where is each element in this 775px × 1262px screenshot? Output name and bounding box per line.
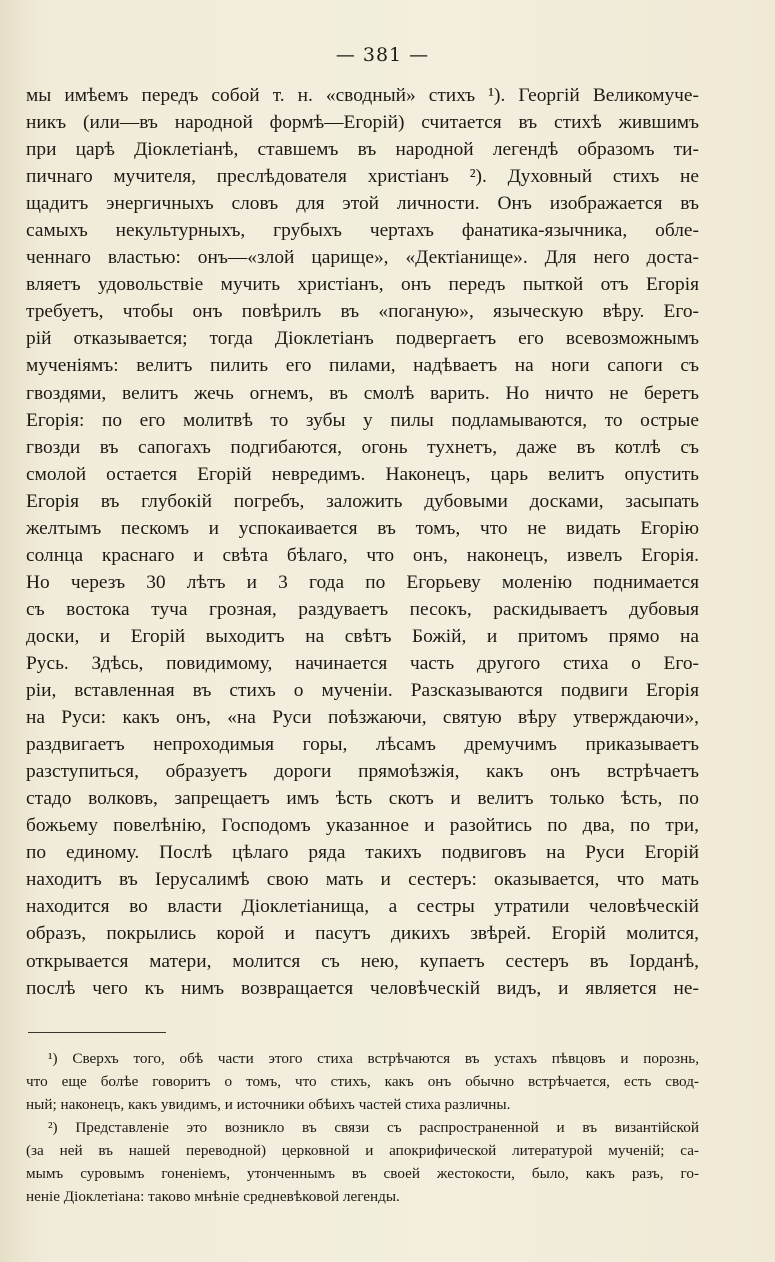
text-line: самыхъ некультурныхъ, грубыхъ чертахъ фанатика-язычника, обле- — [26, 220, 699, 242]
text-line: гвоздями, велитъ жечь огнемъ, въ смолѣ варить. Но ничто не беретъ — [26, 382, 699, 404]
text-line: никъ (или—въ народной формѣ—Егорій) считается въ стихѣ жившимъ — [26, 112, 699, 134]
footnote-line: что еще болѣе говоритъ о томъ, что стихъ, какъ онъ обычно встрѣчается, есть свод- — [26, 1072, 699, 1090]
page-number: — 381 — — [335, 44, 430, 66]
text-line: смолой остается Егорій невредимъ. Наконецъ, царь велитъ опустить — [26, 463, 699, 485]
text-line: ченнаго властью: онъ—«злой царище», «Дектіанище». Для него доста- — [26, 247, 699, 269]
footnote-line: мымъ суровымъ гоненіемъ, утонченнымъ въ своей жестокости, было, какъ разъ, го- — [26, 1164, 699, 1182]
text-line: доски, и Егорій выходитъ на свѣтъ Божій, и притомъ прямо на — [26, 625, 699, 647]
footnote-divider — [28, 1032, 166, 1033]
text-line: находится во власти Діоклетіанища, а сестры утратили человѣческій — [26, 896, 699, 918]
text-line: божьему повелѣнію, Господомъ указанное и разойтись по два, по три, — [26, 815, 699, 837]
text-line: рій отказывается; тогда Діоклетіанъ подвергаетъ его всевозможнымъ — [26, 328, 699, 350]
text-line: послѣ чего къ нимъ возвращается человѣческій видъ, и является не- — [26, 977, 699, 999]
text-line: на Руси: какъ онъ, «на Руси поѣзжаючи, святую вѣру утверждаючи», — [26, 707, 699, 729]
text-line: Русь. Здѣсь, повидимому, начинается часть другого стиха о Его- — [26, 652, 699, 674]
text-line: находитъ въ Іерусалимѣ свою мать и сестеръ: оказывается, что мать — [26, 869, 699, 891]
footnote-2 — [26, 1116, 699, 1208]
text-line: Егорія въ глубокій погребъ, заложить дубовыми досками, засыпать — [26, 490, 699, 512]
text-line: требуетъ, чтобы онъ повѣрилъ въ «поганую», языческую вѣру. Его- — [26, 301, 699, 323]
text-line: разступиться, образуетъ дороги прямоѣзжія, какъ онъ встрѣчаетъ — [26, 761, 699, 783]
text-line: раздвигаетъ непроходимыя горы, лѣсамъ дремучимъ приказываетъ — [26, 734, 699, 756]
footnote-line: ²) Представленіе это возникло въ связи съ распространенной и въ византійской — [48, 1118, 699, 1136]
text-line: мы имѣемъ передъ собой т. н. «сводный» стихъ ¹). Георгій Великомуче- — [26, 85, 699, 106]
text-line: желтымъ пескомъ и успокаивается въ томъ, что не видать Егорію — [26, 517, 699, 539]
text-line: образъ, покрылись корой и пасутъ дикихъ звѣрей. Егорій молится, — [26, 923, 699, 945]
text-line: при царѣ Діоклетіанѣ, ставшемъ въ народной легендѣ образомъ ти- — [26, 139, 699, 161]
text-line: гвозди въ сапогахъ подгибаются, огонь тухнетъ, даже въ котлѣ съ — [26, 436, 699, 458]
text-line: съ востока туча грозная, раздуваетъ песокъ, раскидываетъ дубовыя — [26, 598, 699, 620]
text-line: пичнаго мучителя, преслѣдователя христіанъ ²). Духовный стихъ не — [26, 166, 699, 188]
text-line: по единому. Послѣ цѣлаго ряда такихъ подвиговъ на Руси Егорій — [26, 842, 699, 864]
footnote-1 — [26, 1047, 699, 1116]
footnote-line: неніе Діоклетіана: таково мнѣніе средневѣковой легенды. — [26, 1187, 400, 1205]
main-text — [26, 82, 699, 1002]
text-line: ріи, вставленная въ стихъ о мученіи. Разсказываются подвиги Егорія — [26, 680, 699, 702]
text-line: солнца краснаго и свѣта бѣлаго, что онъ, наконецъ, извелъ Егорія. — [26, 544, 699, 566]
text-line: вляетъ удовольствіе мучить христіанъ, онъ передъ пыткой отъ Егорія — [26, 274, 699, 296]
footnote-line: ный; наконецъ, какъ увидимъ, и источники обѣихъ частей стиха различны. — [26, 1095, 511, 1113]
footnote-line: ¹) Сверхъ того, обѣ части этого стиха встрѣчаются въ устахъ пѣвцовъ и порознь, — [48, 1049, 699, 1067]
text-line: щадитъ энергичныхъ словъ для этой личности. Онъ изображается въ — [26, 193, 699, 215]
text-line: Но черезъ 30 лѣтъ и 3 года по Егорьеву моленію поднимается — [26, 571, 699, 593]
footnote-line: (за ней въ нашей переводной) церковной и апокрифической литературой мученій; са- — [26, 1141, 699, 1159]
text-line: стадо волковъ, запрещаетъ имъ ѣсть скотъ и велитъ только ѣсть, по — [26, 788, 699, 810]
text-line: Егорія: по его молитвѣ то зубы у пилы подламываются, то острые — [26, 409, 699, 431]
text-line: мученіямъ: велитъ пилить его пилами, надѣваетъ на ноги сапоги съ — [26, 355, 699, 377]
text-line: открывается матери, молится съ нею, купаетъ сестеръ въ Іорданѣ, — [26, 950, 699, 972]
